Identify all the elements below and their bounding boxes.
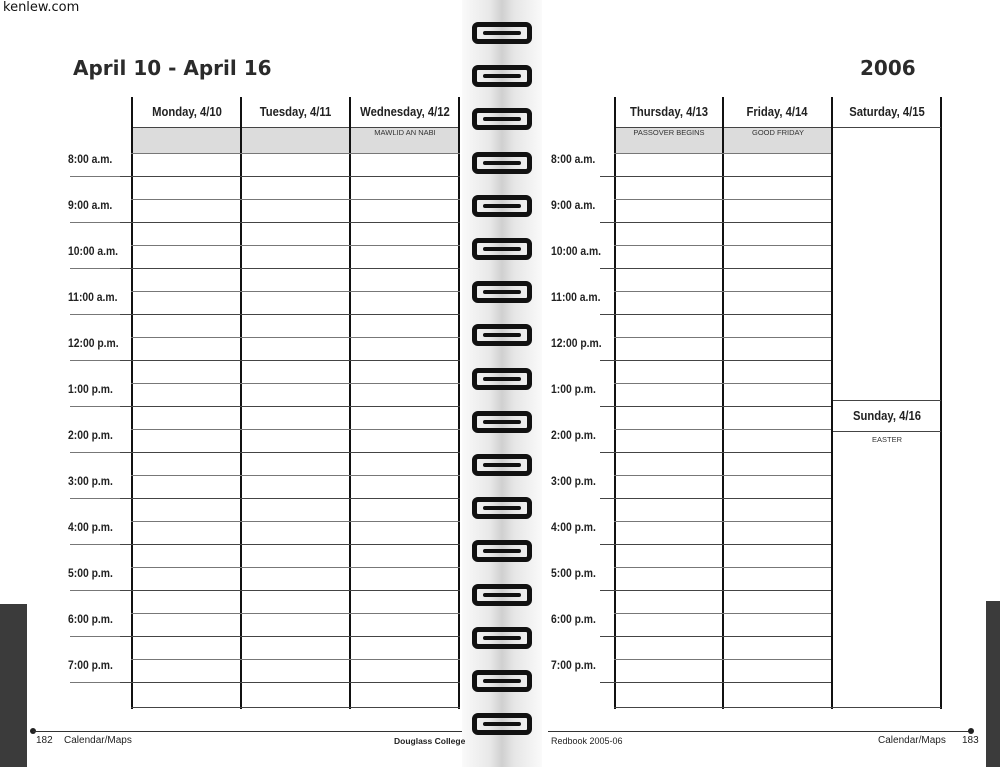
time-label: 10:00 a.m. (68, 246, 119, 258)
quarter-line (70, 360, 120, 361)
time-label: 4:00 p.m. (68, 522, 113, 534)
time-label: 9:00 a.m. (551, 200, 596, 212)
day-header-wednesday: Wednesday, 4/12 (360, 105, 450, 119)
coil-ring (472, 195, 532, 217)
coil-ring (472, 238, 532, 260)
half-hour-line (614, 659, 831, 660)
column-divider (240, 97, 242, 709)
hour-line (600, 360, 831, 361)
half-hour-line (614, 245, 831, 246)
time-label: 5:00 p.m. (68, 568, 113, 580)
time-label: 8:00 a.m. (68, 154, 113, 166)
time-label: 6:00 p.m. (551, 614, 596, 626)
coil-ring (472, 411, 532, 433)
half-hour-line (614, 291, 831, 292)
saturday-bottom (833, 400, 941, 401)
half-hour-line (131, 245, 460, 246)
holiday-wednesday: MAWLID AN NABI (374, 128, 436, 137)
half-hour-line (131, 153, 460, 154)
hour-line (600, 682, 831, 683)
half-hour-line (131, 291, 460, 292)
hour-line (120, 314, 460, 315)
hour-line (600, 406, 831, 407)
footer-page-number-left: 182 (36, 735, 53, 746)
time-label: 12:00 p.m. (551, 338, 602, 350)
coil-ring (472, 454, 532, 476)
footer-page-number-right: 183 (962, 735, 979, 746)
quarter-line (70, 452, 120, 453)
year-title: 2006 (860, 56, 916, 80)
right-edge-tab (986, 601, 1000, 767)
hour-line (120, 682, 460, 683)
grid-bottom (614, 707, 941, 708)
hour-line (120, 222, 460, 223)
half-hour-line (131, 613, 460, 614)
hour-line (600, 268, 831, 269)
week-title: April 10 - April 16 (73, 56, 272, 80)
grid-bottom (131, 707, 460, 708)
coil-ring (472, 324, 532, 346)
hour-line (120, 498, 460, 499)
quarter-line (70, 314, 120, 315)
holiday-thursday: PASSOVER BEGINS (633, 128, 705, 137)
half-hour-line (131, 199, 460, 200)
time-label: 1:00 p.m. (68, 384, 113, 396)
coil-ring (472, 152, 532, 174)
column-divider (349, 97, 351, 709)
hour-line (120, 176, 460, 177)
day-header-saturday: Saturday, 4/15 (849, 105, 925, 119)
column-divider (614, 97, 616, 709)
coil-ring (472, 540, 532, 562)
time-label: 9:00 a.m. (68, 200, 113, 212)
coil-ring (472, 713, 532, 735)
half-hour-line (131, 567, 460, 568)
hour-line (600, 590, 831, 591)
half-hour-line (614, 567, 831, 568)
hour-line (120, 406, 460, 407)
saturday-top (833, 127, 941, 128)
hour-line (120, 590, 460, 591)
quarter-line (70, 682, 120, 683)
time-label: 1:00 p.m. (551, 384, 596, 396)
half-hour-line (614, 337, 831, 338)
quarter-line (70, 636, 120, 637)
coil-ring (472, 108, 532, 130)
column-divider (722, 97, 724, 709)
quarter-line (70, 498, 120, 499)
hour-line (120, 360, 460, 361)
day-header-tuesday: Tuesday, 4/11 (259, 105, 332, 119)
column-divider (131, 97, 133, 709)
coil-ring (472, 670, 532, 692)
time-label: 7:00 p.m. (68, 660, 113, 672)
time-label: 5:00 p.m. (551, 568, 596, 580)
coil-ring (472, 497, 532, 519)
left-edge-tab (0, 604, 27, 767)
time-label: 6:00 p.m. (68, 614, 113, 626)
quarter-line (70, 590, 120, 591)
hour-line (120, 268, 460, 269)
time-label: 2:00 p.m. (68, 430, 113, 442)
footer-rule-left (33, 731, 462, 732)
watermark: kenlew.com (3, 0, 80, 15)
time-label: 12:00 p.m. (68, 338, 119, 350)
half-hour-line (614, 199, 831, 200)
half-hour-line (614, 153, 831, 154)
coil-ring (472, 281, 532, 303)
hour-line (120, 636, 460, 637)
footer-edition: Redbook 2005-06 (551, 736, 623, 746)
time-label: 7:00 p.m. (551, 660, 596, 672)
day-header-monday: Monday, 4/10 (152, 105, 222, 119)
half-hour-line (131, 475, 460, 476)
half-hour-line (131, 337, 460, 338)
coil-ring (472, 584, 532, 606)
half-hour-line (131, 521, 460, 522)
hour-line (120, 544, 460, 545)
half-hour-line (614, 613, 831, 614)
half-hour-line (614, 521, 831, 522)
time-label: 11:00 a.m. (551, 292, 601, 304)
day-header-thursday: Thursday, 4/13 (630, 105, 708, 119)
holiday-friday: GOOD FRIDAY (752, 128, 804, 137)
footer-dot-right (968, 728, 974, 734)
quarter-line (70, 176, 120, 177)
sunday-header-bottom (833, 431, 941, 432)
holiday-sunday: EASTER (871, 435, 902, 444)
column-divider (831, 97, 833, 709)
half-hour-line (614, 383, 831, 384)
hour-line (600, 636, 831, 637)
footer-rule-right (548, 731, 970, 732)
footer-section-right: Calendar/Maps (878, 735, 946, 746)
time-label: 10:00 a.m. (551, 246, 602, 258)
column-divider (458, 97, 460, 709)
time-label: 2:00 p.m. (551, 430, 596, 442)
coil-ring (472, 22, 532, 44)
day-header-sunday: Sunday, 4/16 (853, 409, 921, 423)
time-label: 3:00 p.m. (68, 476, 113, 488)
coil-ring (472, 65, 532, 87)
quarter-line (70, 268, 120, 269)
half-hour-line (614, 429, 831, 430)
time-label: 4:00 p.m. (551, 522, 596, 534)
quarter-line (70, 222, 120, 223)
hour-line (600, 314, 831, 315)
hour-line (600, 176, 831, 177)
hour-line (600, 452, 831, 453)
footer-section-left: Calendar/Maps (64, 735, 132, 746)
half-hour-line (614, 475, 831, 476)
coil-ring (472, 368, 532, 390)
hour-line (120, 452, 460, 453)
footer-publisher: Douglass College (394, 736, 466, 746)
half-hour-line (131, 659, 460, 660)
hour-line (600, 544, 831, 545)
half-hour-line (131, 383, 460, 384)
coil-ring (472, 627, 532, 649)
time-label: 3:00 p.m. (551, 476, 596, 488)
quarter-line (70, 406, 120, 407)
time-label: 8:00 a.m. (551, 154, 596, 166)
quarter-line (70, 544, 120, 545)
half-hour-line (131, 429, 460, 430)
day-header-friday: Friday, 4/14 (746, 105, 808, 119)
column-divider (940, 97, 942, 709)
hour-line (600, 222, 831, 223)
time-label: 11:00 a.m. (68, 292, 118, 304)
hour-line (600, 498, 831, 499)
